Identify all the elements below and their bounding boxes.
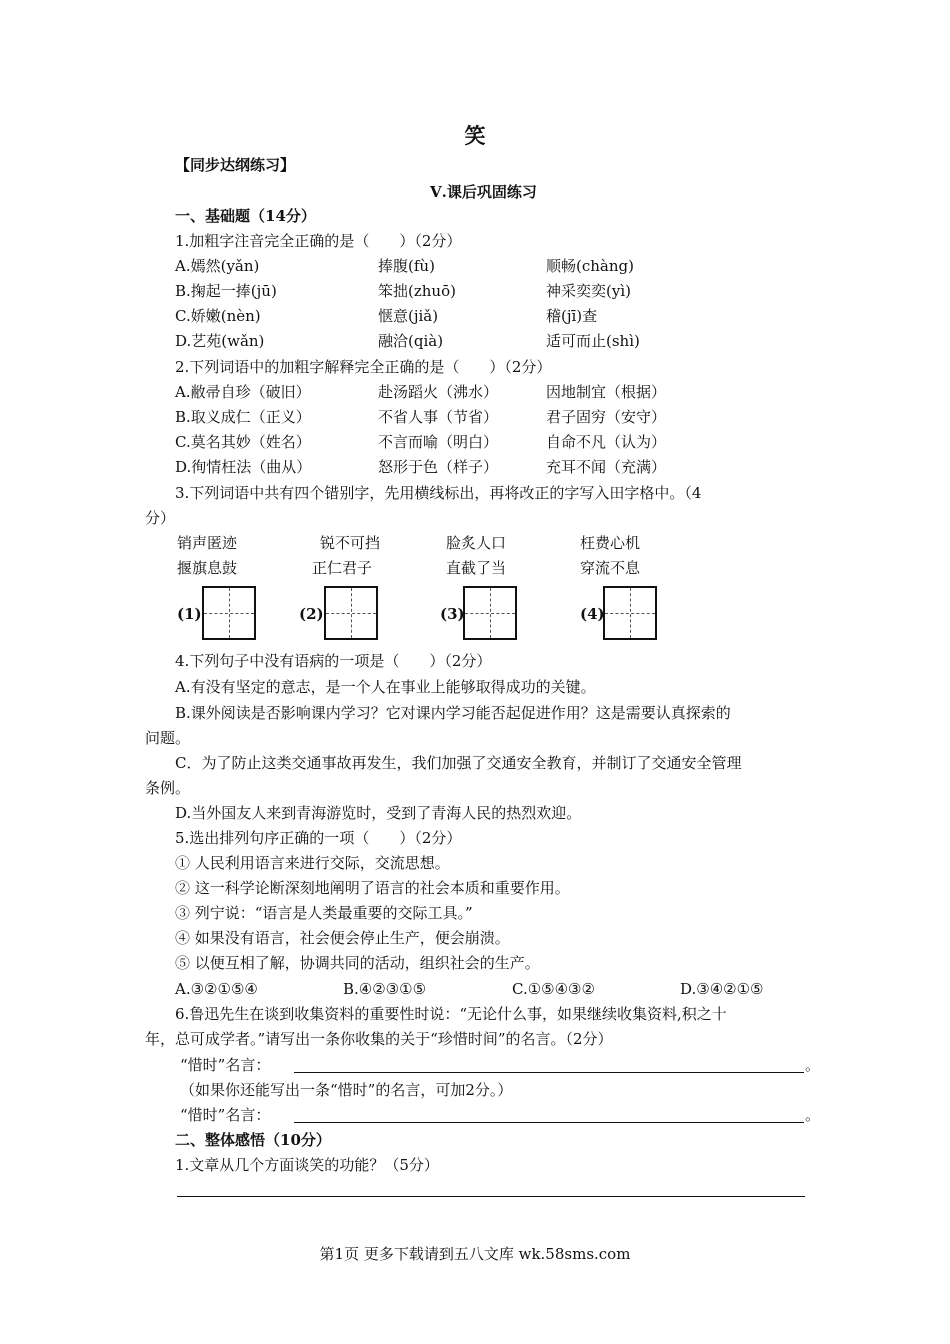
q2-option-c-2: 不言而喻（明白） <box>378 433 499 451</box>
grid-label: (3) <box>440 605 465 623</box>
q3-word: 直截了当 <box>446 559 507 577</box>
q5-sentence: ③ 列宁说：“语言是人类最重要的交际工具。” <box>175 904 473 922</box>
q2-stem: 2.下列词语中的加粗字解释完全正确的是（ ）（2分） <box>175 358 552 376</box>
q3-word: 揠旗息鼓 <box>177 559 238 577</box>
part2-heading: 二、整体感悟（10分） <box>175 1131 331 1149</box>
q4-option-b-line1: B.课外阅读是否影响课内学习？它对课内学习能否起促进作用？这是需要认真探索的 <box>175 704 731 722</box>
q1-option-d-3: 适可而止(shì) <box>546 332 640 350</box>
q2-option-d-2: 怒形于色（样子） <box>378 458 499 476</box>
q1-option-b-2: 笨拙(zhuō) <box>378 282 456 300</box>
q4-stem: 4.下列句子中没有语病的一项是（ ）（2分） <box>175 652 492 670</box>
part2-q1-stem: 1.文章从几个方面谈笑的功能？（5分） <box>175 1156 439 1174</box>
q3-word: 穿流不息 <box>580 559 641 577</box>
q6-answer-label: “惜时”名言： <box>180 1106 271 1124</box>
q4-option-c-line2: 条例。 <box>145 779 191 797</box>
q5-option-c: C.①⑤④③② <box>512 980 595 998</box>
q3-word: 枉费心机 <box>580 534 641 552</box>
answer-line[interactable] <box>294 1122 804 1123</box>
q1-stem: 1.加粗字注音完全正确的是（ ）（2分） <box>175 232 462 250</box>
answer-period: 。 <box>805 1056 821 1074</box>
q3-word: 销声匿迹 <box>177 534 238 552</box>
q1-option-d-2: 融洽(qià) <box>378 332 444 350</box>
q3-word: 锐不可挡 <box>320 534 381 552</box>
grid-label: (1) <box>177 605 202 623</box>
page-title: 笑 <box>464 123 486 148</box>
grid-label: (2) <box>299 605 324 623</box>
q4-option-d: D.当外国友人来到青海游览时，受到了青海人民的热烈欢迎。 <box>175 804 582 822</box>
q2-option-b-3: 君子固穷（安守） <box>546 408 667 426</box>
q1-option-b-3: 神采奕奕(yì) <box>546 282 631 300</box>
answer-period: 。 <box>805 1106 821 1124</box>
grid-label: (4) <box>580 605 605 623</box>
writing-grid-box[interactable] <box>463 586 517 640</box>
q5-option-a: A.③②①⑤④ <box>175 980 258 998</box>
q5-stem: 5.选出排列句序正确的一项（ ）（2分） <box>175 829 462 847</box>
q3-stem-line2: 分） <box>145 509 176 527</box>
q4-option-a: A.有没有坚定的意志，是一个人在事业上能够取得成功的关键。 <box>175 678 596 696</box>
q2-option-a-1: A.敝帚自珍（破旧） <box>175 383 311 401</box>
q2-option-b-2: 不省人事（节省） <box>378 408 499 426</box>
page-footer: 第1页 更多下载请到五八文库 wk.58sms.com <box>319 1245 631 1263</box>
q1-option-d-1: D.艺苑(wǎn) <box>175 332 265 350</box>
q2-option-a-2: 赴汤蹈火（沸水） <box>378 383 499 401</box>
q3-stem-line1: 3.下列词语中共有四个错别字，先用横线标出，再将改正的字写入田字格中。（4 <box>175 484 702 502</box>
section-tag: 【同步达纲练习】 <box>175 156 296 174</box>
q2-option-d-3: 充耳不闻（充满） <box>546 458 667 476</box>
part1-heading: 一、基础题（14分） <box>175 207 316 225</box>
q4-option-b-line2: 问题。 <box>145 729 191 747</box>
q4-option-c-line1: C．为了防止这类交通事故再发生，我们加强了交通安全教育，并制订了交通安全管理 <box>175 754 742 772</box>
q1-option-b-1: B.掬起一捧(jū) <box>175 282 277 300</box>
q5-option-b: B.④②③①⑤ <box>343 980 427 998</box>
writing-grid-box[interactable] <box>202 586 256 640</box>
q1-option-a-2: 捧腹(fù) <box>378 257 435 275</box>
q1-option-a-3: 顺畅(chàng) <box>546 257 634 275</box>
writing-grid-box[interactable] <box>603 586 657 640</box>
q6-extra-note: （如果你还能写出一条“惜时”的名言，可加2分。） <box>180 1081 513 1099</box>
q3-word: 脸炙人口 <box>446 534 507 552</box>
q1-option-c-1: C.娇嫩(nèn) <box>175 307 261 325</box>
q2-option-d-1: D.徇情枉法（曲从） <box>175 458 312 476</box>
q2-option-c-3: 自命不凡（认为） <box>546 433 667 451</box>
q5-sentence: ④ 如果没有语言，社会便会停止生产，便会崩溃。 <box>175 929 510 947</box>
writing-grid-box[interactable] <box>324 586 378 640</box>
q5-sentence: ① 人民利用语言来进行交际，交流思想。 <box>175 854 450 872</box>
q1-option-c-3: 稽(jī)查 <box>546 307 598 325</box>
q3-word: 正仁君子 <box>312 559 373 577</box>
q1-option-c-2: 惬意(jiǎ) <box>378 307 439 325</box>
q5-sentence: ② 这一科学论断深刻地阐明了语言的社会本质和重要作用。 <box>175 879 570 897</box>
q2-option-a-3: 因地制宜（根据） <box>546 383 667 401</box>
q6-stem-line1: 6.鲁迅先生在谈到收集资料的重要性时说：“无论什么事，如果继续收集资料,积之十 <box>175 1005 727 1023</box>
q6-stem-line2: 年，总可成学者。”请写出一条你收集的关于“珍惜时间”的名言。（2分） <box>145 1030 613 1048</box>
q6-answer-label: “惜时”名言： <box>180 1056 271 1074</box>
q2-option-b-1: B.取义成仁（正义） <box>175 408 311 426</box>
q5-option-d: D.③④②①⑤ <box>680 980 764 998</box>
subtitle: Ⅴ.课后巩固练习 <box>430 183 537 201</box>
q5-sentence: ⑤ 以便互相了解，协调共同的活动，组织社会的生产。 <box>175 954 540 972</box>
q1-option-a-1: A.嫣然(yǎn) <box>175 257 260 275</box>
answer-line[interactable] <box>294 1072 804 1073</box>
answer-line[interactable] <box>177 1196 805 1197</box>
q2-option-c-1: C.莫名其妙（姓名） <box>175 433 311 451</box>
